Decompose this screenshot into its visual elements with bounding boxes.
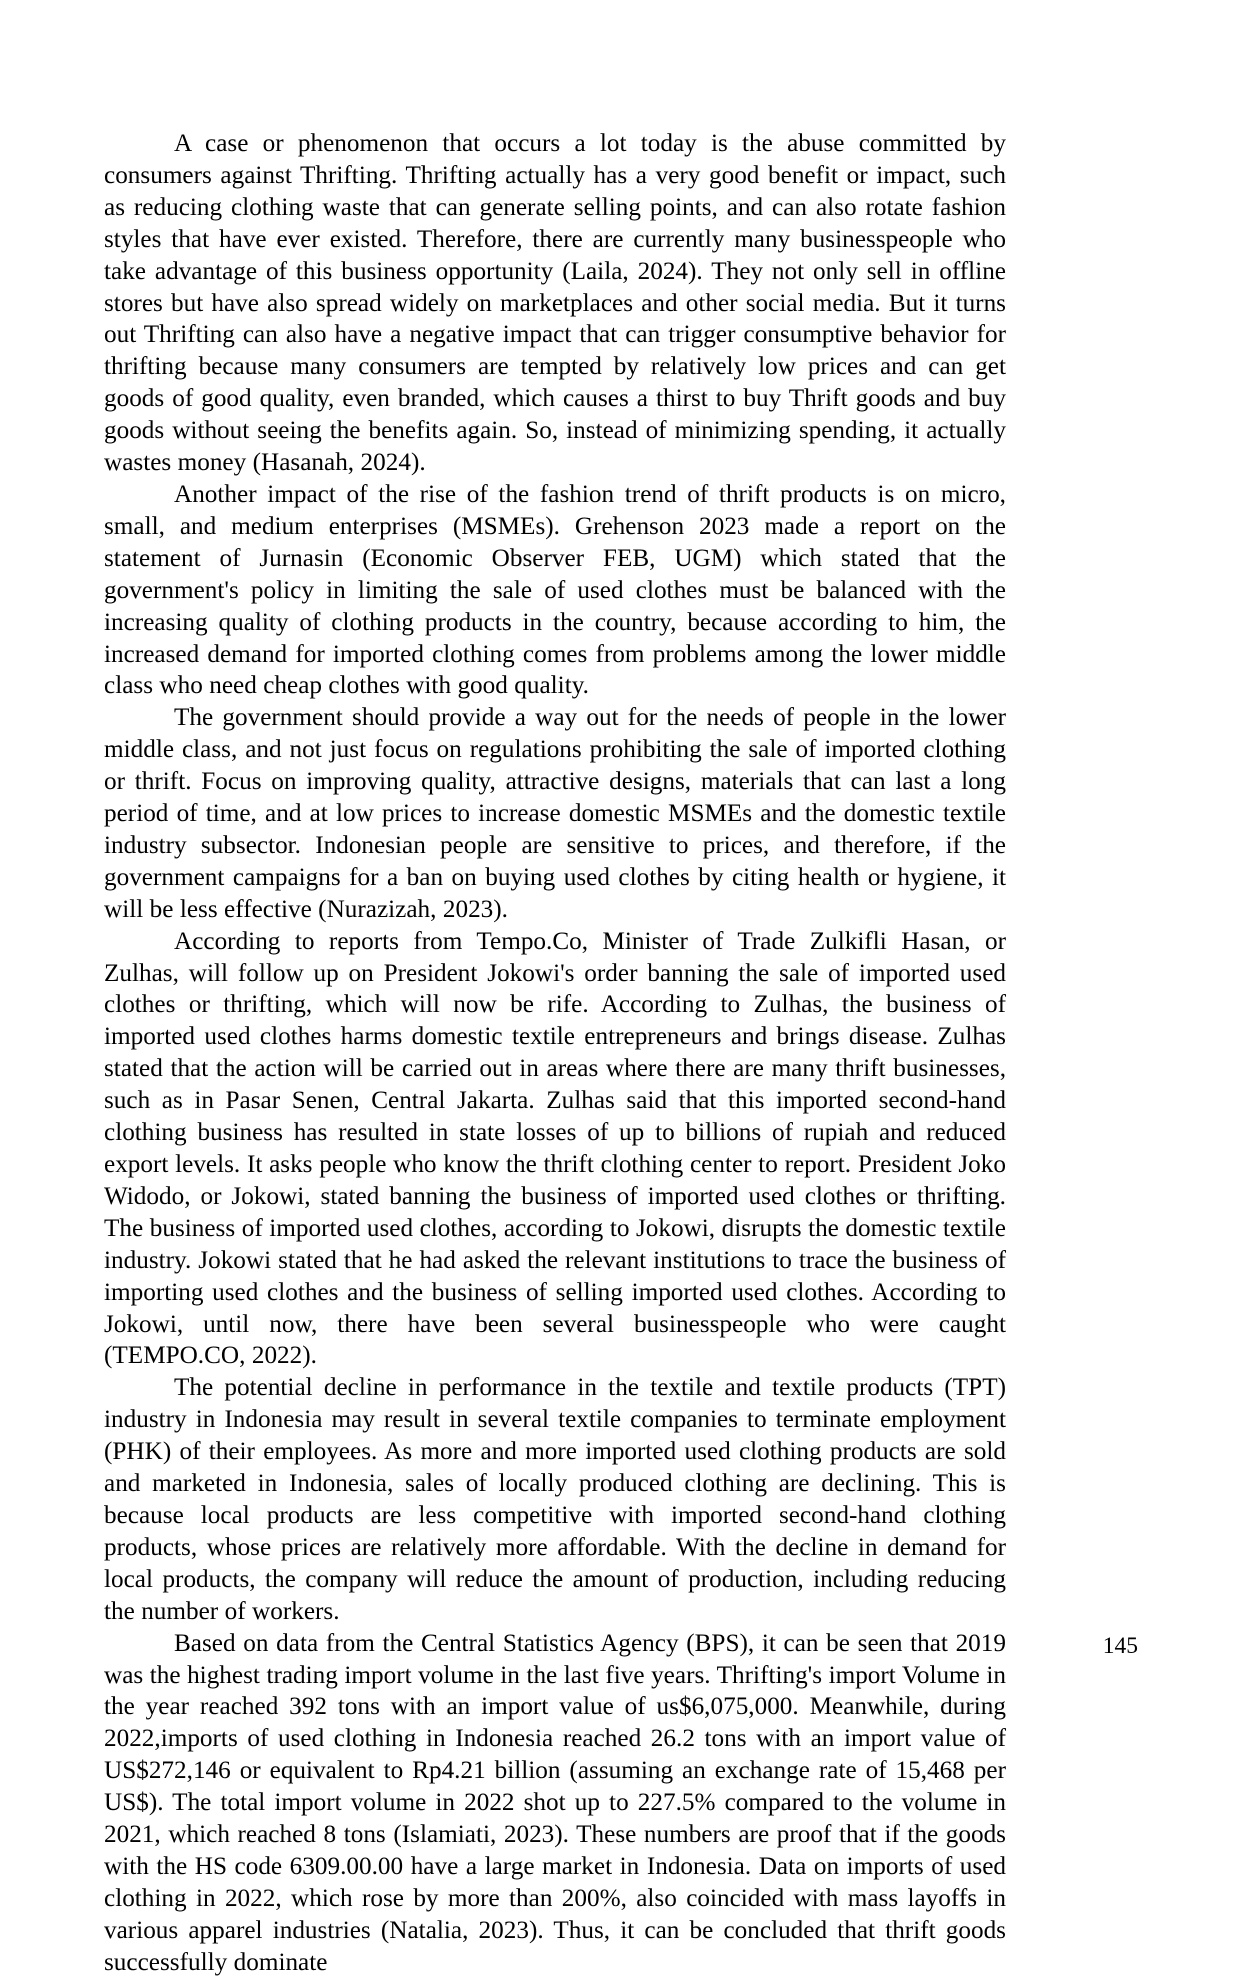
page-body-text [104,128,1006,1979]
paragraph-3: The government should provide a way out for the needs of people in the lower middle class, and not just focus on regulations prohibiting the sale of imported clothing or thrift. Focus on improving quality, attractive designs, materials that can last a long period of time, and at low prices to increase domestic MSMEs and the domestic textile industry subsector. Indonesian people are sensitive to prices, and therefore, if the government campaigns for a ban on buying used clothes by citing health or hygiene, it will be less effective (Nurazizah, 2023). [104,704,1006,923]
paragraph-2: Another impact of the rise of the fashion trend of thrift products is on micro, small, and medium enterprises (MSMEs). Grehenson 2023 made a report on the statement of Jurnasin (Economic Observer FEB, UGM) which stated that the government's policy in limiting the sale of used clothes must be balanced with the increasing quality of clothing products in the country, because according to him, the increased demand for imported clothing comes from problems among the lower middle class who need cheap clothes with good quality. [104,480,1006,700]
paragraph-6: Based on data from the Central Statistics Agency (BPS), it can be seen that 2019 was the highest trading import volume in the last five years. Thrifting's import Volume in the year reached 392 tons with an import value of us$6,075,000. Meanwhile, during 2022,imports of used clothing in Indonesia reached 26.2 tons with an import value of US$272,146 or equivalent to Rp4.21 billion (assuming an exchange rate of 15,468 per US$). The total import volume in 2022 shot up to 227.5% compared to the volume in 2021, which reached 8 tons (Islamiati, 2023). These numbers are proof that if the goods with the HS code 6309.00.00 have a large market in Indonesia. Data on imports of used clothing in 2022, which rose by more than 200%, also coincided with mass layoffs in various apparel industries (Natalia, 2023). Thus, it can be concluded that thrift goods successfully dominate [104,1629,1006,1976]
paragraph-4: According to reports from Tempo.Co, Minister of Trade Zulkifli Hasan, or Zulhas, will follow up on President Jokowi's order banning the sale of imported used clothes or thrifting, which will now be rife. According to Zulhas, the business of imported used clothes harms domestic textile entrepreneurs and brings disease. Zulhas stated that the action will be carried out in areas where there are many thrift businesses, such as in Pasar Senen, Central Jakarta. Zulhas said that this imported second-hand clothing business has resulted in state losses of up to billions of rupiah and reduced export levels. It asks people who know the thrift clothing center to report. President Joko Widodo, or Jokowi, stated banning the business of imported used clothes or thrifting. The business of imported used clothes, according to Jokowi, disrupts the domestic textile industry. Jokowi stated that he had asked the relevant institutions to trace the business of importing used clothes and the business of selling imported used clothes. According to Jokowi, until now, there have been several businesspeople who were caught (TEMPO.CO, 2022). [104,927,1006,1370]
paragraph-5: The potential decline in performance in the textile and textile products (TPT) industry in Indonesia may result in several textile companies to terminate employment (PHK) of their employees. As more and more imported used clothing products are sold and marketed in Indonesia, sales of locally produced clothing are declining. This is because local products are less competitive with imported second-hand clothing products, whose prices are relatively more affordable. With the decline in demand for local products, the company will reduce the amount of production, including reducing the number of workers. [104,1374,1006,1625]
paragraph-1: A case or phenomenon that occurs a lot today is the abuse committed by consumers against Thrifting. Thrifting actually has a very good benefit or impact, such as reducing clothing waste that can generate selling points, and can also rotate fashion styles that have ever existed. Therefore, there are currently many businesspeople who take advantage of this business opportunity (Laila, 2024). They not only sell in offline stores but have also spread widely on marketplaces and other social media. But it turns out Thrifting can also have a negative impact that can trigger consumptive behavior for thrifting because many consumers are tempted by relatively low prices and can get goods of good quality, even branded, which causes a thirst to buy Thrift goods and buy goods without seeing the benefits again. So, instead of minimizing spending, it actually wastes money (Hasanah, 2024). [104,130,1006,477]
page-number: 145 [1102,1633,1138,1659]
